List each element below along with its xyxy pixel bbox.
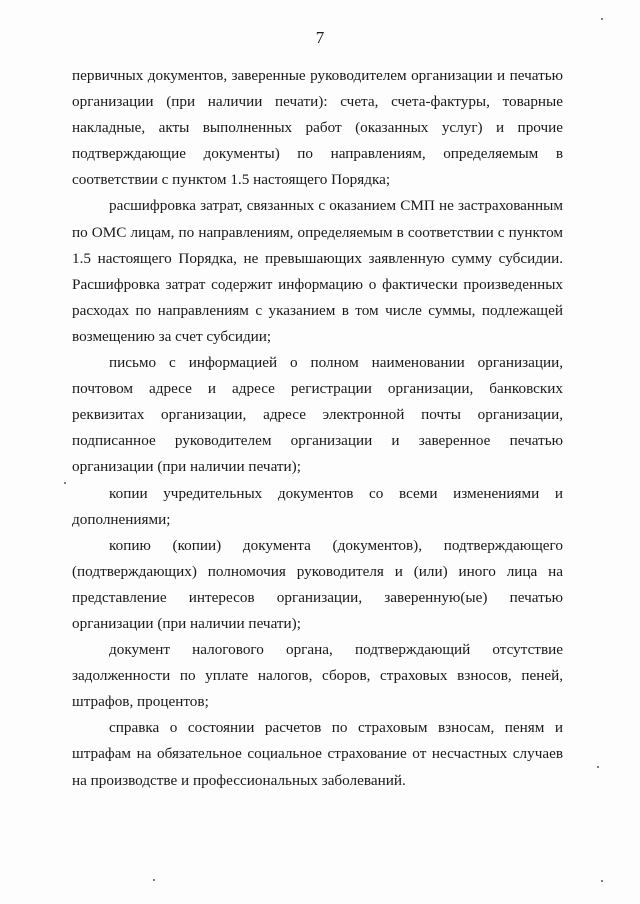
- paragraph-authority-documents: копию (копии) документа (документов), подтверждающего (подтверждающих) полномочия руководителя и (или) иного лица на представление интересов организации, заверенную(ые) печатью организации (при наличии печати);: [72, 536, 563, 632]
- paragraph-continuation: первичных документов, заверенные руководителем организации и печатью организации (при наличии печати): счета, счета-фактуры, товарные накладные, акты выполненных работ (оказанных услуг) и прочие подтверждающие документы) по направлениям, определяемым в соответствии с пунктом 1.5 настоящего Порядка;: [72, 67, 563, 189]
- scan-speck: [153, 879, 155, 881]
- paragraph-tax-certificate: документ налогового органа, подтверждающий отсутствие задолженности по уплате налогов, сборов, страховых взносов, пеней, штрафов, процентов;: [72, 641, 563, 711]
- scan-speck: [64, 482, 66, 484]
- paragraph-founding-documents: копии учредительных документов со всеми изменениями и дополнениями;: [72, 484, 563, 528]
- scan-speck: [601, 880, 603, 882]
- scan-speck: [597, 766, 599, 768]
- paragraph-organization-letter: письмо с информацией о полном наименовании организации, почтовом адресе и адресе регистрации организации, банковских реквизитах организации, адресе электронной почты организации, подписанное руководителем организации и заверенное печатью организации (при наличии печати);: [72, 354, 563, 476]
- paragraph-cost-breakdown: расшифровка затрат, связанных с оказанием СМП не застрахованным по ОМС лицам, по направлениям, определяемым в соответствии с пунктом 1.5 настоящего Порядка, не превышающих заявленную сумму субсидии. Расшифровка затрат содержит информацию о фактически произведенных расходах по направлениям с указанием в том числе суммы, подлежащей возмещению за счет субсидии;: [72, 197, 563, 345]
- paragraph-insurance-statement: справка о состоянии расчетов по страховым взносам, пеням и штрафам на обязательное социальное страхование от несчастных случаев на производстве и профессиональных заболеваний.: [72, 719, 563, 789]
- page-number: 7: [315, 28, 325, 47]
- document-body: [72, 63, 563, 794]
- scan-speck: [601, 18, 603, 20]
